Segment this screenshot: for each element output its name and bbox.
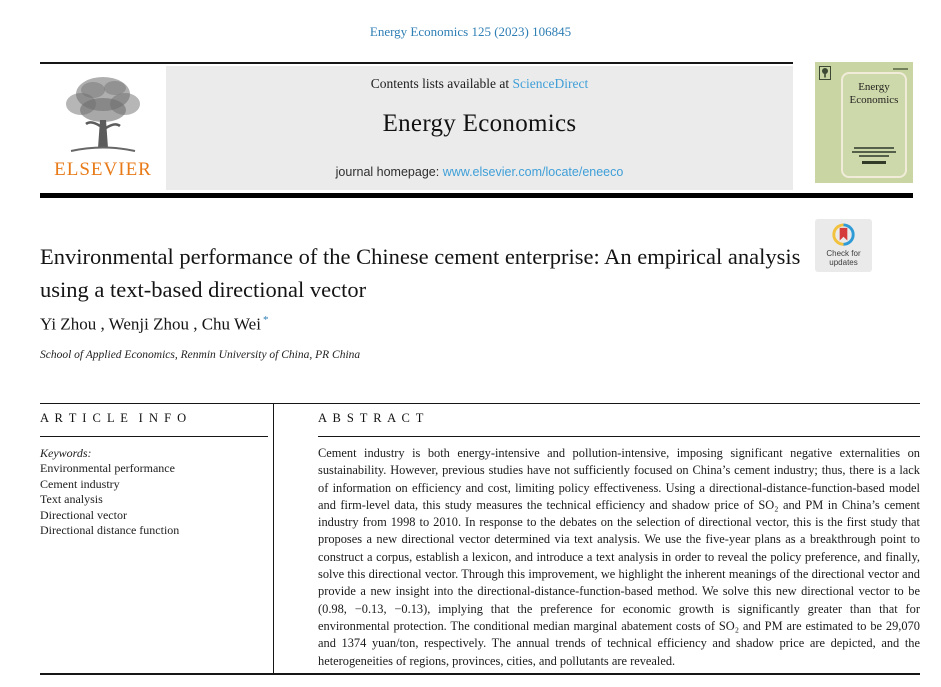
- author-list: [40, 314, 268, 335]
- article-info-heading-rule: [40, 436, 268, 437]
- contents-line: [166, 76, 793, 92]
- keyword-item: Cement industry: [40, 476, 120, 491]
- author-affiliation: School of Applied Economics, Renmin University of China, PR China: [40, 349, 361, 361]
- cover-journal-title: Energy Economics: [849, 81, 899, 106]
- keywords-list: [40, 461, 179, 539]
- corresponding-author-asterisk[interactable]: *: [262, 314, 269, 326]
- section-bottom-rule: [40, 673, 920, 675]
- cover-emblem-tree-icon: [819, 66, 831, 85]
- journal-title: Energy Economics: [382, 110, 577, 137]
- cover-issue-text-bar: [893, 68, 908, 70]
- abstract-text: Cement industry is both energy-intensive and pollution-intensive, imposing significant negative externalities on sustainability. However, previous studies have not sufficiently focused on China’s cement industry; thus, there is a lack of information on efficiency and cost, limiting policy effectiveness. Using a directional-distance-function-based model and firm-level data, this study measures the technical efficiency and shadow price of SO₂ and PM in China’s cement industry from 1998 to 2010. In response to the debates on the selection of directional vector, this is the first study that proposes a new directional vector determined via text analysis. We use the five-year plans as a breakthrough point to construct a corpus, establish a lexicon, and introduce a text analysis in order to reveal the policy preference, and finally, solve this directional vector. Through this improvement, we highlight the inherent meanings of the directional vector and provide a new insight into the directional-distance-function-based method. We solve this new directional vector to be (0.98, −0.13, −0.13), implying that the preference for economic growth is significantly greater than that for environmental protection. The conditional median marginal abatement costs of SO₂ and PM are estimated to be 29,070 and 1374 yuan/ton, respectively. The annual trends of technical efficiency and shadow price are depicted, and the heterogeneities of regions, provinces, cities, and pollutants are revealed.: [318, 446, 920, 668]
- check-for-updates-icon: [815, 222, 872, 249]
- abstract-heading-rule: [318, 436, 920, 437]
- elsevier-wordmark: ELSEVIER: [54, 159, 152, 180]
- elsevier-logo[interactable]: [40, 66, 166, 190]
- header-top-rule: [40, 62, 793, 64]
- check-for-updates-badge[interactable]: [815, 219, 872, 272]
- article-info-heading: A R T I C L E I N F O: [40, 411, 188, 425]
- cover-inner-panel: [841, 72, 907, 178]
- keyword-item: Environmental performance: [40, 461, 175, 475]
- keyword-item: Directional vector: [40, 507, 127, 522]
- keyword-item: Text analysis: [40, 492, 103, 507]
- article-title: Environmental performance of the Chinese cement enterprise: An empirical analysis using a text-based directional vector: [40, 244, 801, 302]
- keywords-label: Keywords:: [40, 446, 92, 460]
- check-for-updates-label: Check for updates: [826, 249, 861, 267]
- section-top-rule: [40, 403, 920, 404]
- column-divider: [273, 403, 274, 674]
- journal-cover-thumbnail[interactable]: [815, 62, 913, 183]
- journal-masthead: [166, 66, 793, 190]
- homepage-line: [166, 165, 793, 179]
- journal-citation[interactable]: Energy Economics 125 (2023) 106845: [369, 24, 572, 39]
- homepage-prefix: journal homepage:: [335, 165, 443, 179]
- elsevier-tree-icon: [40, 68, 166, 160]
- sciencedirect-link[interactable]: ScienceDirect: [512, 76, 589, 91]
- homepage-link[interactable]: www.elsevier.com/locate/eneeco: [442, 165, 624, 179]
- abstract-heading: A B S T R A C T: [318, 411, 425, 425]
- author-names: Yi Zhou , Wenji Zhou , Chu Wei: [40, 314, 261, 334]
- keyword-item: Directional distance function: [40, 523, 180, 538]
- cover-fine-print-bars: [843, 147, 905, 164]
- contents-prefix: Contents lists available at: [370, 76, 513, 91]
- header-bottom-rule: [40, 193, 913, 198]
